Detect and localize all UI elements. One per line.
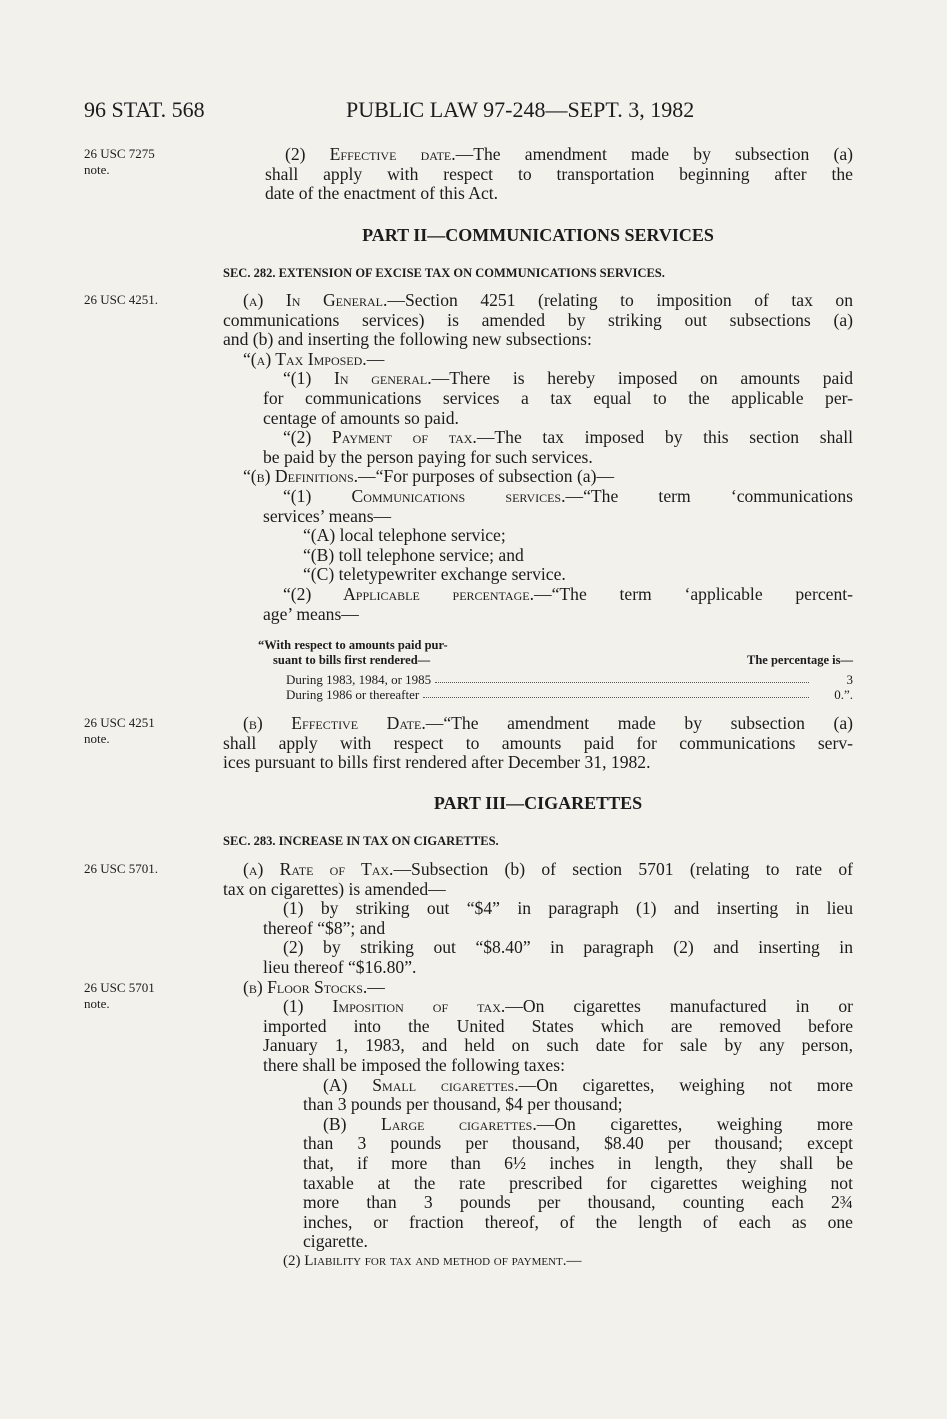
- text-line: inches, or fraction thereof, of the length of each as one: [303, 1211, 853, 1232]
- sec-283-body: [223, 860, 853, 1271]
- sec-282-heading: SEC. 282. EXTENSION OF EXCISE TAX ON COMMUNICATIONS SERVICES.: [223, 266, 665, 280]
- margin-note-line: note.: [84, 162, 110, 177]
- text-line: that, if more than 6½ inches in length, they shall be: [303, 1152, 853, 1173]
- margin-note-4251-note: [84, 715, 155, 747]
- text-line: lieu thereof “$16.80”.: [263, 956, 417, 977]
- text-line: (a) In General.—Section 4251 (relating to imposition of tax on: [243, 290, 854, 310]
- text-line: more than 3 pounds per thousand, counting each 2¾: [303, 1192, 853, 1213]
- text-line: (2) Effective date.—The amendment made by subsection (a): [285, 144, 853, 164]
- text-line: centage of amounts so paid.: [263, 407, 459, 428]
- text-line: “(2) Payment of tax.—The tax imposed by this section shall: [283, 427, 853, 448]
- text-line: ices pursuant to bills first rendered after December 31, 1982.: [223, 752, 651, 773]
- margin-note-7275: [84, 146, 155, 178]
- text-line: “(b) Definitions.—“For purposes of subsection (a)—: [243, 466, 615, 487]
- text-line: for communications services a tax equal to the applicable per-: [263, 387, 853, 408]
- text-line: age’ means—: [263, 603, 359, 624]
- text-line: cigarette.: [303, 1231, 368, 1252]
- text-line: taxable at the rate prescribed for cigarettes weighing not: [303, 1172, 853, 1193]
- table-header: suant to bills first rendered— The percentage is—: [273, 653, 853, 667]
- text-line: “(C) teletypewriter exchange service.: [303, 564, 566, 585]
- text-line: than 3 pounds per thousand, $8.40 per thousand; except: [303, 1133, 853, 1154]
- margin-note-line: note.: [84, 731, 110, 746]
- text-line: “(B) toll telephone service; and: [303, 544, 524, 565]
- text-line: (A) Small cigarettes.—On cigarettes, weighing not more: [323, 1074, 853, 1095]
- text-line: (B) Large cigarettes.—On cigarettes, weighing more: [323, 1113, 853, 1134]
- text-line: (b) Floor Stocks.—: [243, 976, 385, 997]
- public-law-heading: PUBLIC LAW 97-248—SEPT. 3, 1982: [346, 97, 695, 122]
- part-ii-title: PART II—COMMUNICATIONS SERVICES: [362, 225, 714, 245]
- text-line: (2) Liability for tax and method of payment.—: [283, 1252, 582, 1269]
- text-line: “(A) local telephone service;: [303, 525, 506, 546]
- text-line: and (b) and inserting the following new subsections:: [223, 329, 592, 350]
- margin-note-line: note.: [84, 996, 110, 1011]
- text-line: (b) Effective Date.—“The amendment made by subsection (a): [243, 713, 853, 733]
- margin-note-line: 26 USC 7275: [84, 146, 155, 161]
- text-line: be paid by the person paying for such services.: [263, 446, 593, 467]
- part-iii-title: PART III—CIGARETTES: [433, 793, 643, 813]
- text-line: services’ means—: [263, 505, 392, 526]
- text-line: communications services) is amended by striking out subsections (a): [223, 309, 853, 330]
- text-line: January 1, 1983, and held on such date for sale by any person,: [263, 1035, 853, 1056]
- table-header: “With respect to amounts paid pur-: [258, 638, 448, 652]
- table-row: During 1986 or thereafter 0.”.: [286, 687, 853, 702]
- text-line: (1) by striking out “$4” in paragraph (1) and inserting in lieu: [283, 898, 853, 919]
- text-line: thereof “$8”; and: [263, 917, 386, 938]
- table-row: During 1983, 1984, or 1985 3: [286, 672, 853, 687]
- percentage-table: [223, 638, 853, 702]
- text-line: “(a) Tax Imposed.—: [243, 348, 385, 369]
- sec-282-body: [223, 291, 853, 624]
- text-line: there shall be imposed the following taxes:: [263, 1054, 565, 1075]
- text-line: tax on cigarettes) is amended—: [223, 878, 446, 899]
- text-line: “(2) Applicable percentage.—“The term ‘applicable percent-: [283, 583, 853, 604]
- text-line: (a) Rate of Tax.—Subsection (b) of section 5701 (relating to rate of: [243, 859, 853, 879]
- text-line: “(1) Communications services.—“The term ‘communications: [283, 485, 853, 506]
- stat-page-number: 96 STAT. 568: [84, 97, 205, 122]
- text-line: “(1) In general.—There is hereby imposed on amounts paid: [283, 368, 853, 389]
- effective-date-paragraph: [223, 145, 853, 204]
- text-line: (1) Imposition of tax.—On cigarettes manufactured in or: [283, 996, 853, 1017]
- text-line: date of the enactment of this Act.: [265, 183, 499, 204]
- margin-note-5701: 26 USC 5701.: [84, 861, 159, 876]
- margin-note-line: 26 USC 4251: [84, 715, 155, 730]
- margin-note-line: 26 USC 5701: [84, 980, 155, 995]
- sec-283-heading: SEC. 283. INCREASE IN TAX ON CIGARETTES.: [223, 834, 499, 848]
- text-line: (2) by striking out “$8.40” in paragraph (2) and inserting in: [283, 937, 853, 958]
- text-line: shall apply with respect to amounts paid for communications serv-: [223, 732, 853, 753]
- text-line: imported into the United States which are removed before: [263, 1015, 853, 1036]
- text-line: than 3 pounds per thousand, $4 per thousand;: [303, 1094, 623, 1115]
- text-line: shall apply with respect to transportation beginning after the: [265, 163, 853, 184]
- sec-282-effective-date: [223, 714, 853, 773]
- margin-note-5701-note: [84, 980, 155, 1012]
- margin-note-4251: 26 USC 4251.: [84, 292, 159, 307]
